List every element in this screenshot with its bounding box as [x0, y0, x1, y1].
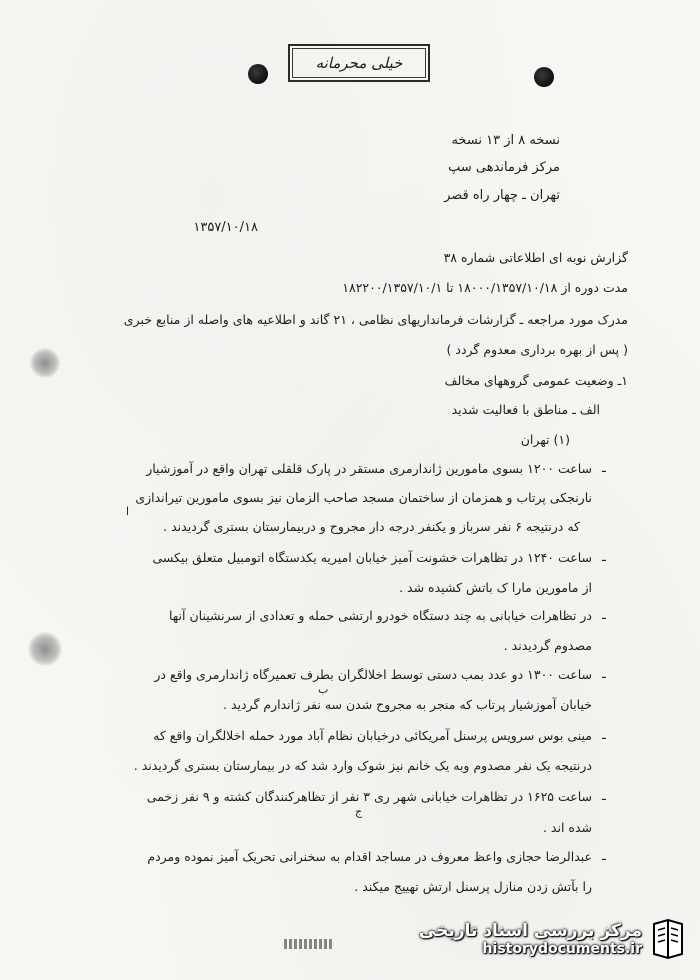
punch-hole-left — [248, 64, 268, 84]
body-line: مینی بوس سرویس پرسنل آمریکائی درخیابان نظام آباد مورد حمله اخلالگران واقع که — [153, 728, 592, 743]
recipient: مرکز فرماندهی سپ — [448, 160, 560, 175]
address: تهران ـ چهار راه قصر — [444, 188, 560, 203]
bullet-dash: ـ — [602, 461, 606, 476]
watermark-title: مرکز بررسی اسناد تاریخی — [419, 921, 642, 941]
body-line: ساعت ۱۳۰۰ دو عدد بمب دستی توسط اخلالگران بطرف تعمیرگاه ژاندارمری واقع در — [154, 667, 592, 682]
watermark-url: historydocuments.ir — [482, 941, 642, 957]
handwritten-mark: ج — [355, 805, 363, 818]
body-line: عبدالرضا حجازی واعظ معروف در مساجد اقدام به سخنرانی تحریک آمیز نموده ومردم — [147, 849, 592, 864]
copy-number: نسخه ۸ از ۱۳ نسخه — [451, 133, 560, 148]
watermark — [419, 918, 686, 960]
body-line: ساعت ۱۲۴۰ در تظاهرات خشونت آمیز خیابان امیریه یکدستگاه اتومبیل متعلق بیکسی — [152, 550, 592, 565]
bullet-dash: ـ — [602, 789, 606, 804]
report-instruction: ( پس از بهره برداری معدوم گردد ) — [446, 342, 628, 357]
body-line: شده اند . — [542, 820, 592, 835]
subsection-heading: الف ـ مناطق با فعالیت شدید — [451, 402, 600, 417]
bullet-dash: ـ — [602, 608, 606, 623]
body-line: ساعت ۱۶۲۵ در تظاهرات خیابانی شهر ری ۳ نفر از تظاهرکنندگان کشته و ۹ نفر زخمی — [146, 789, 592, 804]
document-date: ۱۳۵۷/۱۰/۱۸ — [193, 220, 258, 235]
bullet-dash: ـ — [602, 849, 606, 864]
body-line: خیابان آموزشیار پرتاب که منجر به مجروح شدن سه نفر ژاندارم گردید . — [223, 697, 592, 712]
body-line: که درنتیجه ۶ نفر سرباز و یکنفر درجه دار مجروح و دربیمارستان بستری گردیدند . — [163, 519, 580, 534]
report-period: مدت دوره از ۱۸۰۰۰/۱۳۵۷/۱۰/۱۸ تا ۱۸۲۲۰۰/۱۳۵۷/۱۰/۱ — [342, 280, 628, 295]
body-line: را بآتش زدن منازل پرسنل ارتش تهییج میکند . — [354, 879, 592, 894]
report-sources: مدرک مورد مراجعه ـ گزارشات فرمانداریهای نظامی ، ۲۱ گاند و اطلاعیه های واصله از منابع خبری — [123, 312, 628, 327]
body-line: ساعت ۱۲۰۰ بسوی مامورین ژاندارمری مستقر در پارک قلقلی تهران واقع در آموزشیار — [146, 461, 592, 476]
body-line: نارنجکی پرتاب و همزمان از ساختمان مسجد صاحب الزمان نیز بسوی مامورین تیراندازی — [135, 490, 592, 505]
body-line: از مامورین مارا ک باتش کشیده شد . — [399, 580, 592, 595]
binder-hole-top — [30, 348, 60, 378]
watermark-text — [419, 921, 642, 957]
handwritten-mark: ب — [318, 683, 329, 696]
bullet-dash: ـ — [602, 728, 606, 743]
footer-perforation — [284, 939, 334, 949]
punch-hole-right — [534, 67, 554, 87]
body-line: در تظاهرات خیابانی به چند دستگاه خودرو ارتشی حمله و تعدادی از سرنشینان آنها — [168, 608, 592, 623]
body-line: مصدوم گردیدند . — [503, 638, 592, 653]
report-title: گزارش نوبه ای اطلاعاتی شماره ۳۸ — [443, 250, 628, 265]
binder-hole-bottom — [28, 632, 62, 666]
body-line: درنتیجه یک نفر مصدوم وبه یک خانم نیز شوک وارد شد که در بیمارستان بستری گردیدند . — [133, 758, 592, 773]
section-heading: ۱ـ وضعیت عمومی گروههای مخالف — [444, 373, 628, 388]
stamp-text: خیلی محرمانه — [315, 54, 403, 72]
confidential-stamp — [288, 44, 430, 82]
handwritten-mark: ا — [126, 505, 130, 518]
bullet-dash: ـ — [602, 667, 606, 682]
bullet-dash: ـ — [602, 550, 606, 565]
book-logo-icon — [650, 918, 686, 960]
location-heading: (۱) تهران — [520, 432, 570, 447]
